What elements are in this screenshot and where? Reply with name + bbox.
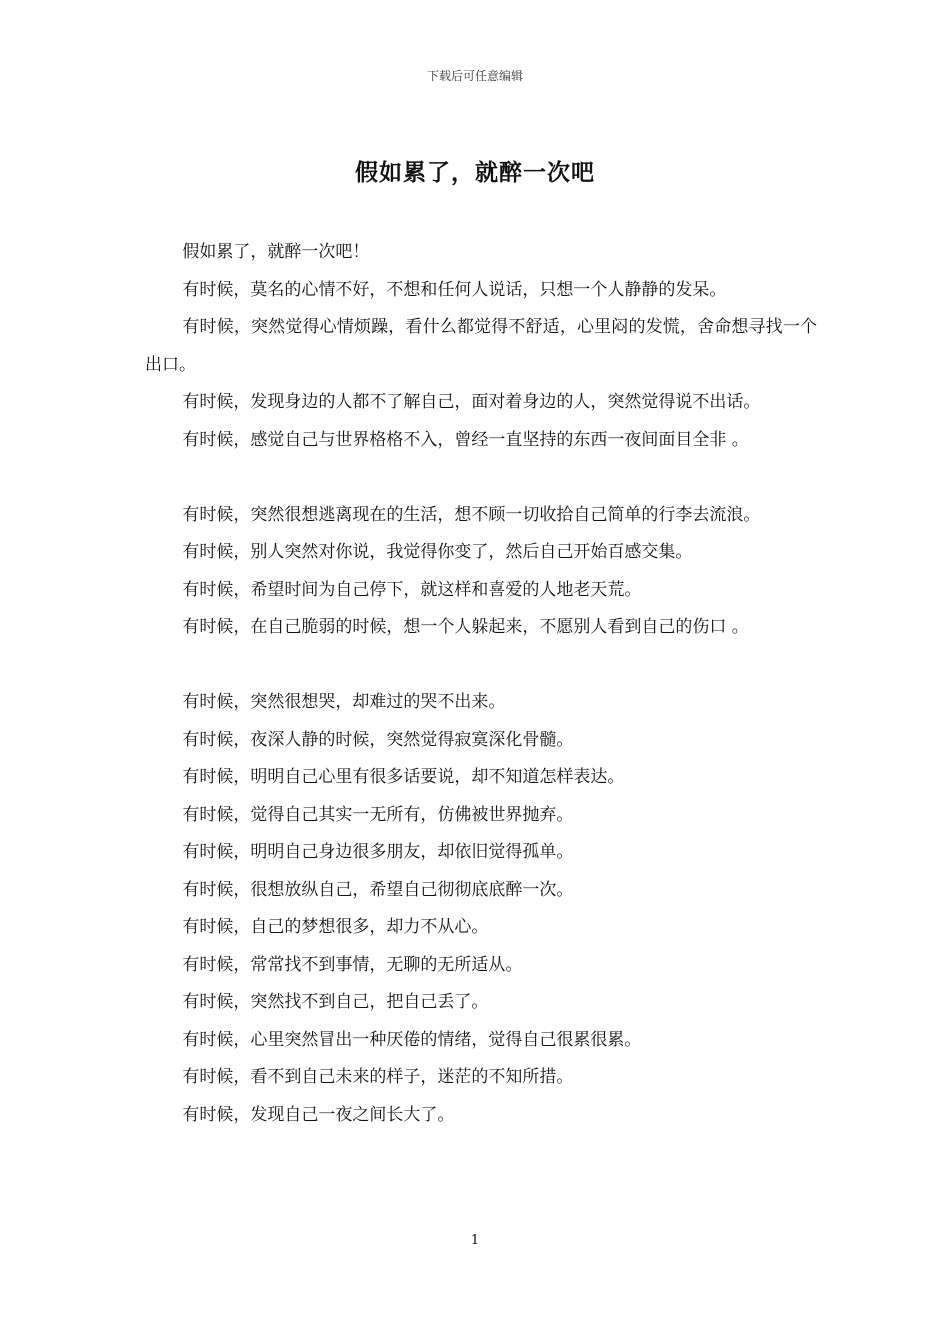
paragraph: 有时候，希望时间为自己停下，就这样和喜爱的人地老天荒。 <box>182 579 642 600</box>
paragraph: 有时候，发现自己一夜之间长大了。 <box>182 1104 455 1125</box>
paragraph: 有时候，觉得自己其实一无所有，仿佛被世界抛弃。 <box>182 804 574 825</box>
document-title: 假如累了，就醉一次吧 <box>355 159 595 186</box>
document-body <box>145 234 817 1134</box>
paragraph: 有时候，夜深人静的时候，突然觉得寂寞深化骨髓。 <box>182 729 574 750</box>
paragraph: 有时候，突然找不到自己，把自己丢了。 <box>182 992 489 1012</box>
paragraph: 有时候，突然觉得心情烦躁，看什么都觉得不舒适，心里闷的发慌，舍命想寻找一个出口。 <box>145 317 817 375</box>
paragraph: 有时候，看不到自己未来的样子，迷茫的不知所措。 <box>182 1067 574 1087</box>
paragraph: 有时候，自己的梦想很多，却力不从心。 <box>182 917 489 937</box>
paragraph: 有时候，发现身边的人都不了解自己，面对着身边的人，突然觉得说不出话。 <box>182 392 761 412</box>
paragraph: 有时候，明明自己身边很多朋友，却依旧觉得孤单。 <box>182 842 574 862</box>
paragraph: 有时候，莫名的心情不好，不想和任何人说话，只想一个人静静的发呆。 <box>182 279 727 300</box>
paragraph: 假如累了，就醉一次吧！ <box>182 242 370 262</box>
paragraph: 有时候，感觉自己与世界格格不入，曾经一直坚持的东西一夜间面目全非 。 <box>182 429 749 450</box>
paragraph: 有时候，突然很想哭，却难过的哭不出来。 <box>182 692 506 712</box>
paragraph: 有时候，明明自己心里有很多话要说，却不知道怎样表达。 <box>182 767 625 787</box>
paragraph: 有时候，很想放纵自己，希望自己彻彻底底醉一次。 <box>182 879 574 900</box>
page-number: 1 <box>470 1233 480 1248</box>
paragraph: 有时候，在自己脆弱的时候，想一个人躲起来，不愿别人看到自己的伤口 。 <box>182 617 749 637</box>
header-note: 下载后可任意编辑 <box>426 69 523 83</box>
paragraph: 有时候，别人突然对你说，我觉得你变了，然后自己开始百感交集。 <box>182 542 693 562</box>
paragraph: 有时候，心里突然冒出一种厌倦的情绪，觉得自己很累很累。 <box>182 1029 642 1050</box>
paragraph: 有时候，常常找不到事情，无聊的无所适从。 <box>182 954 523 975</box>
paragraph: 有时候，突然很想逃离现在的生活，想不顾一切收拾自己简单的行李去流浪。 <box>182 504 761 525</box>
